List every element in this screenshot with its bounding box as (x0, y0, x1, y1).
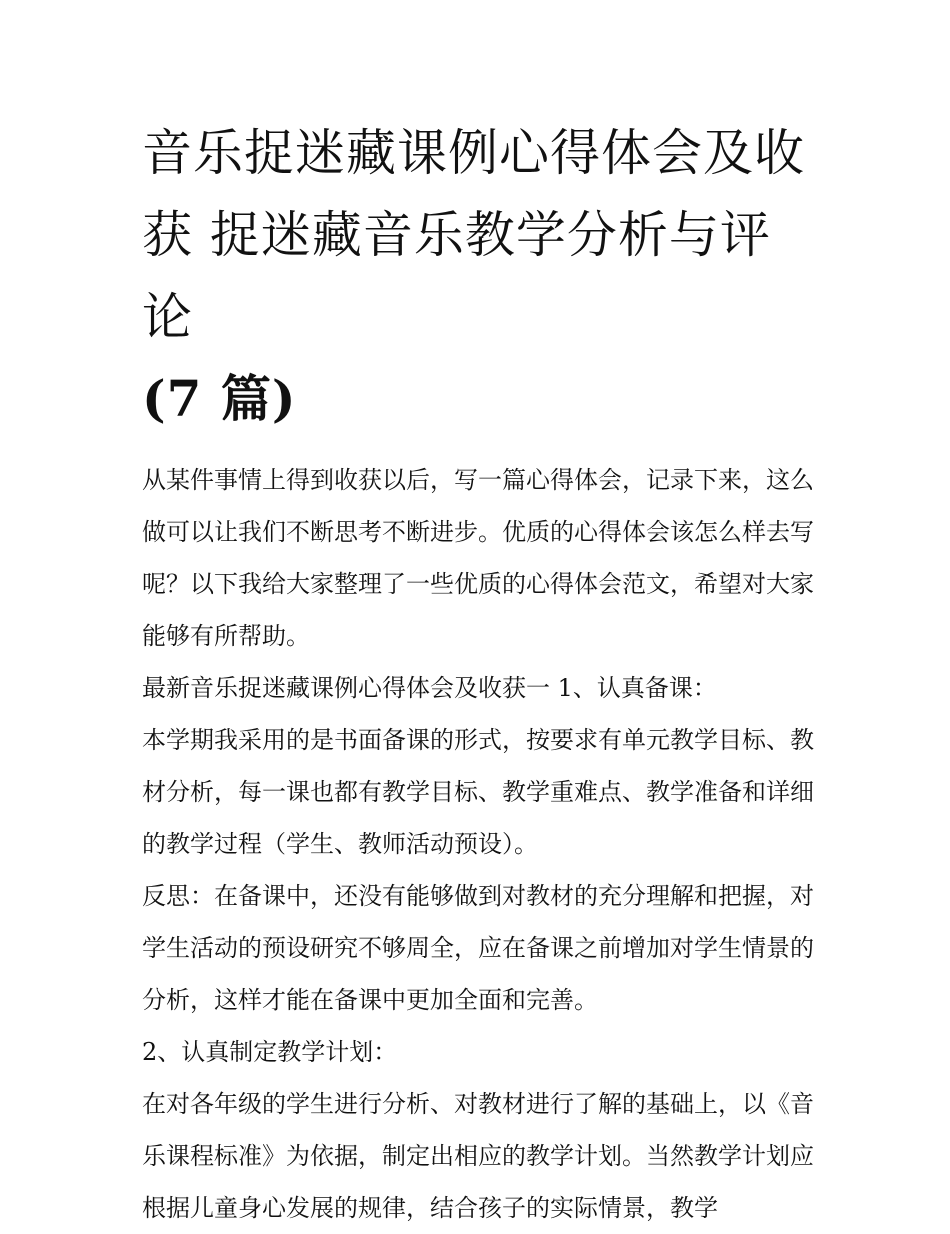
title-suffix: (7 篇) (142, 369, 297, 428)
reflection-paragraph: 反思：在备课中，还没有能够做到对教材的充分理解和把握，对学生活动的预设研究不够周全，应在备课之前增加对学生情景的分析，这样才能在备课中更加全面和完善。 (142, 882, 814, 1014)
intro-paragraph: 从某件事情上得到收获以后，写一篇心得体会，记录下来，这么做可以让我们不断思考不断进步。优质的心得体会该怎么样去写呢？以下我给大家整理了一些优质的心得体会范文，希望对大家能够有所帮助。 (142, 466, 814, 650)
title-main: 音乐捉迷藏课例心得体会及收获 捉迷藏音乐教学分析与评论 (142, 124, 805, 346)
body-paragraph: 本学期我采用的是书面备课的形式，按要求有单元教学目标、教材分析，每一课也都有教学目标、教学重难点、教学准备和详细的教学过程（学生、教师活动预设）。 (142, 726, 814, 858)
section-heading-1: 最新音乐捉迷藏课例心得体会及收获一 1、认真备课： (142, 674, 717, 702)
document-title (142, 112, 814, 440)
document-page (142, 112, 814, 1234)
section-heading-2: 2、认真制定教学计划： (142, 1038, 398, 1066)
body-paragraph: 在对各年级的学生进行分析、对教材进行了解的基础上，以《音乐课程标准》为依据，制定出相应的教学计划。当然教学计划应根据儿童身心发展的规律，结合孩子的实际情景，教学 (142, 1090, 814, 1222)
